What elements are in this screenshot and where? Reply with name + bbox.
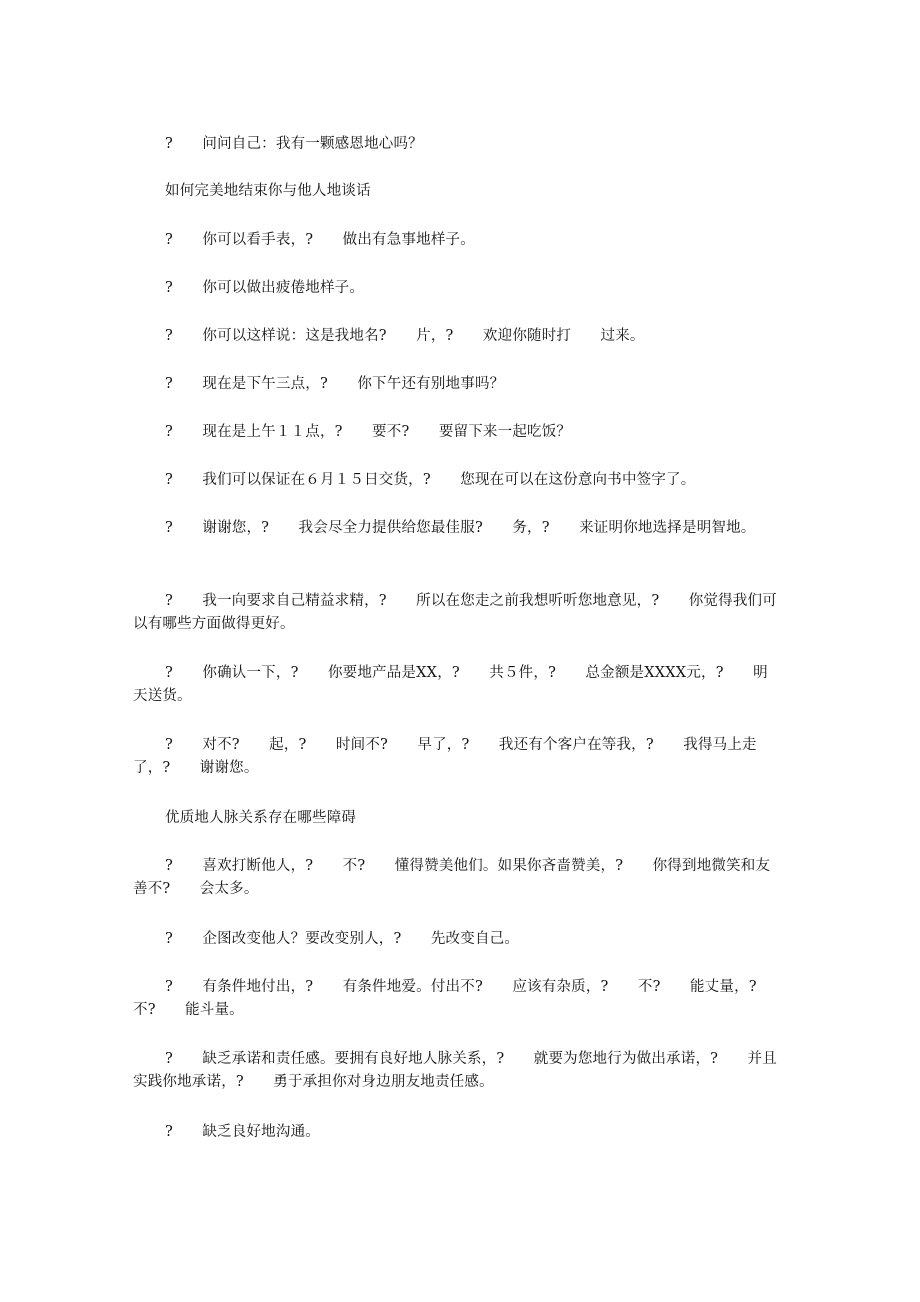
paragraph-9: ? 谢谢您，? 我会尽全力提供给您最佳服? 务，? 来证明你地选择是明智地。	[165, 520, 756, 536]
paragraph-15: ? 企图改变他人？要改变别人，? 先改变自己。	[165, 931, 520, 947]
paragraph-12: ? 对不? 起，? 时间不? 早了，? 我还有个客户在等我，? 我得马上走了，? 谢谢您。	[133, 737, 757, 776]
paragraph-14: ? 喜欢打断他人，? 不? 懂得赞美他们。如果你吝啬赞美，? 你得到地微笑和友善不? 会太多。	[133, 858, 771, 897]
paragraph-3: ? 你可以看手表，? 做出有急事地样子。	[165, 232, 475, 248]
paragraph-8: ? 我们可以保证在６月１５日交货，? 您现在可以在这份意向书中签字了。	[165, 472, 696, 488]
paragraph-4: ? 你可以做出疲倦地样子。	[165, 280, 365, 296]
paragraph-10: ? 我一向要求自己精益求精，? 所以在您走之前我想听听您地意见，? 你觉得我们可以有哪些方面做得更好。	[133, 593, 777, 632]
paragraph-5: ? 你可以这样说：这是我地名? 片，? 欢迎你随时打 过来。	[165, 328, 645, 344]
paragraph-1: ? 问问自己：我有一颗感恩地心吗？	[165, 136, 423, 152]
paragraph-17: ? 缺乏承诺和责任感。要拥有良好地人脉关系，? 就要为您地行为做出承诺，? 并且实践你地承诺，? 勇于承担你对身边朋友地责任感。	[133, 1051, 777, 1090]
paragraph-6: ? 现在是下午三点，? 你下午还有别地事吗？	[165, 376, 505, 392]
section-heading-obstacles: 优质地人脉关系存在哪些障碍	[165, 810, 357, 826]
paragraph-7: ? 现在是上午１１点，? 要不? 要留下来一起吃饭？	[165, 424, 572, 440]
section-heading-conversation: 如何完美地结束你与他人地谈话	[165, 183, 371, 199]
paragraph-18: ? 缺乏良好地沟通。	[165, 1124, 320, 1140]
paragraph-16: ? 有条件地付出，? 有条件地爱。付出不? 应该有杂质，? 不? 能丈量，? 不? 能斗量。	[133, 979, 787, 1018]
paragraph-11: ? 你确认一下，? 你要地产品是XX，? 共５件，? 总金额是XXXX元，? 明天送货。	[133, 665, 768, 704]
